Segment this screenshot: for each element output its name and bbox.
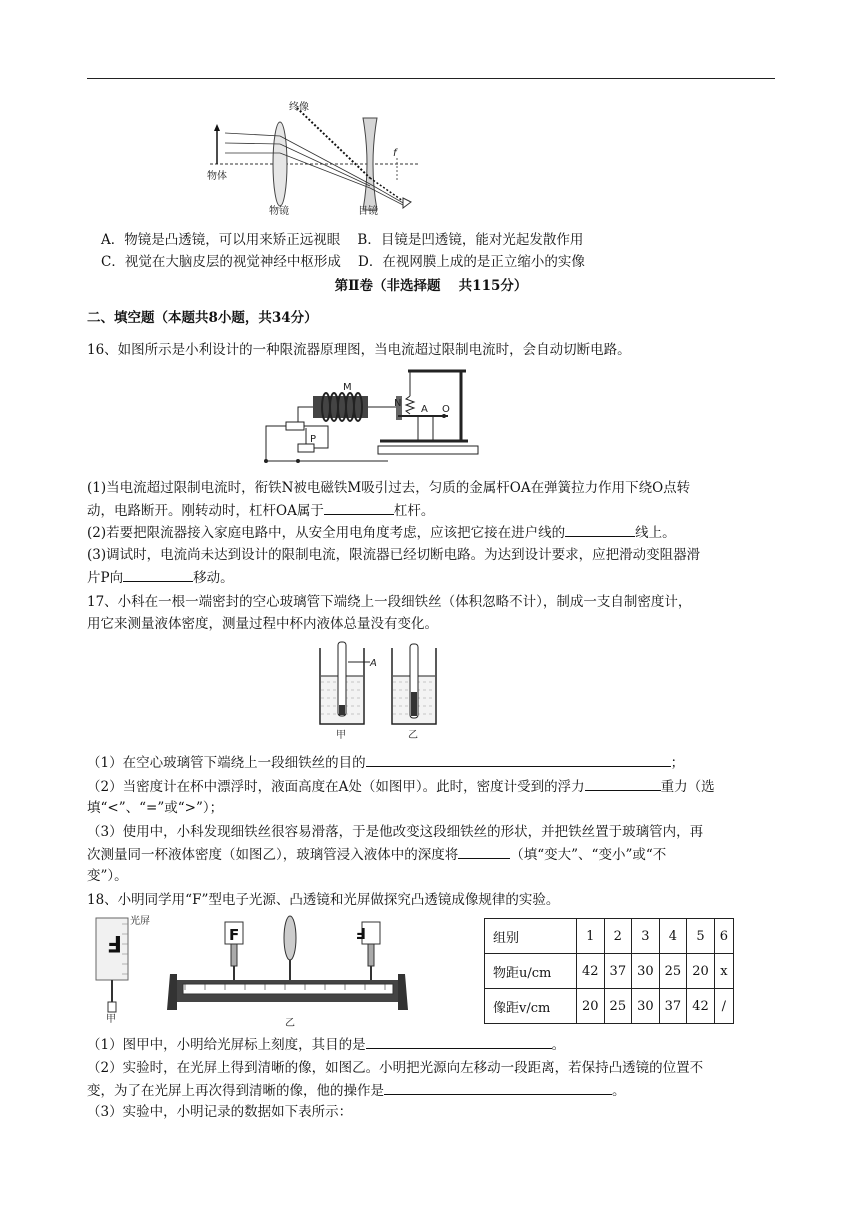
q17-p2-tail: 重力（选 [660, 779, 715, 795]
screen-f: F [355, 924, 366, 942]
q16-p2-tail: 线上。 [635, 525, 676, 541]
q16-stem: 16、如图所示是小利设计的一种限流器原理图，当电流超过限制电流时，会自动切断电路。 [87, 342, 631, 358]
table-cell: 物距u/cm [485, 954, 577, 989]
table-cell: 30 [632, 954, 660, 989]
q16-p3-tail: 移动。 [193, 570, 234, 586]
q16-p3-line2 [87, 567, 234, 588]
q16-p3-text: 片P向 [87, 570, 124, 586]
q18-p1-tail: 。 [551, 1037, 566, 1053]
table-cell: 37 [604, 954, 632, 989]
answer-blank-purpose[interactable] [366, 752, 671, 767]
label-eyepiece: 目镜 [358, 206, 378, 217]
q18-p2-line1: （2）实验时，在光屏上得到清晰的像，如图乙。小明把光源向左移动一段距离，若保持凸透镜的位置不 [87, 1060, 704, 1076]
answer-blank-scale-purpose[interactable] [366, 1034, 552, 1049]
q16-p2 [87, 522, 676, 543]
answer-blank-depth[interactable] [458, 844, 510, 859]
table-cell: 25 [604, 989, 632, 1024]
q16-p1-line2 [87, 500, 434, 521]
answer-blank-wire[interactable] [565, 522, 635, 537]
table-cell: 像距v/cm [485, 989, 577, 1024]
label-final-image: 终像 [289, 102, 309, 113]
source-f: F [229, 926, 240, 944]
table-cell: 25 [659, 954, 687, 989]
label-objective: 物镜 [269, 206, 289, 217]
table-cell: 4 [659, 919, 687, 954]
q18-p2-text: 变，为了在光屏上再次得到清晰的像，他的操作是 [87, 1083, 384, 1099]
label-level-a: A [370, 658, 377, 669]
q17-p2-line2: 填“<”、“=”或“>”）； [87, 800, 224, 816]
answer-blank-direction[interactable] [123, 567, 193, 582]
label-jia-18: 甲 [106, 1014, 116, 1025]
q18-p2-tail: 。 [612, 1083, 626, 1099]
table-cell: 42 [577, 954, 605, 989]
label-yi-18: 乙 [285, 1018, 295, 1029]
table-cell: 42 [687, 989, 715, 1024]
q16-p1-text: 动，电路断开。刚转动时，杠杆OA属于 [87, 503, 324, 519]
data-table [484, 918, 734, 1024]
table-row [485, 954, 734, 989]
q17-p3-line2 [87, 844, 666, 865]
q15-option-c: C．视觉在大脑皮层的视觉神经中枢形成 [101, 254, 341, 270]
q18-p1-text: （1）图甲中，小明给光屏标上刻度，其目的是 [87, 1037, 366, 1053]
q16-p3-line1: (3)调试时，电流尚未达到设计的限制电流，限流器已经切断电路。为达到设计要求，应把滑动变阻器滑 [87, 547, 701, 563]
label-jia: 甲 [336, 730, 346, 741]
label-m: M [343, 382, 352, 393]
table-row [485, 919, 734, 954]
table-cell: 2 [604, 919, 632, 954]
table-cell: 37 [659, 989, 687, 1024]
screen-figure [92, 914, 150, 1025]
label-o: O [442, 404, 450, 415]
section-fill-header: 二、填空题（本题共8小题，共34分） [87, 310, 318, 326]
optical-bench-figure [165, 914, 415, 1032]
table-cell: 5 [687, 919, 715, 954]
q17-p2 [87, 776, 715, 797]
label-f: f [393, 148, 397, 159]
q15-options-row1 [101, 230, 583, 250]
q17-p3-text: 次测量同一杯液体密度（如图乙），玻璃管浸入液体中的深度将 [87, 847, 459, 863]
q17-p1-text: （1）在空心玻璃管下端绕上一段细铁丝的目的 [87, 755, 366, 771]
q15-option-a: A．物镜是凸透镜，可以用来矫正远视眼 [101, 232, 341, 248]
answer-blank-buoyancy[interactable] [585, 776, 661, 791]
section2-header: 第Ⅱ卷（非选择题 共115分） [334, 278, 528, 294]
header-rule [87, 78, 775, 79]
q17-p1-tail: ； [670, 755, 685, 771]
q17-p1 [87, 752, 684, 773]
table-cell: 组别 [485, 919, 577, 954]
table-cell: 3 [632, 919, 660, 954]
table-cell: 20 [577, 989, 605, 1024]
table-cell: 6 [714, 919, 733, 954]
q18-stem: 18、小明同学用“F”型电子光源、凸透镜和光屏做探究凸透镜成像规律的实验。 [87, 892, 560, 908]
q15-option-d: D．在视网膜上成的是正立缩小的实像 [358, 254, 585, 270]
q17-stem-line2: 用它来测量液体密度，测量过程中杯内液体总量没有变化。 [87, 616, 438, 632]
label-yi: 乙 [408, 730, 418, 741]
q18-p1 [87, 1034, 565, 1055]
table-cell: / [714, 989, 733, 1024]
label-screen: 光屏 [130, 916, 150, 927]
label-n: N [394, 398, 402, 409]
table-row [485, 989, 734, 1024]
q16-p1-tail: 杠杆。 [393, 503, 435, 519]
table-cell: x [714, 954, 733, 989]
label-object: 物体 [207, 171, 227, 182]
hydrometer-figure [312, 640, 447, 740]
answer-blank-operation[interactable] [384, 1080, 612, 1095]
q17-p3-line3: 变”）。 [87, 868, 128, 884]
microscope-figure [205, 98, 435, 218]
q15-options-row2 [101, 252, 585, 272]
current-limiter-figure [258, 366, 483, 466]
label-a: A [421, 404, 428, 415]
q17-stem-line1: 17、小科在一根一端密封的空心玻璃管下端绕上一段细铁丝（体积忽略不计），制成一支自制密度计， [87, 594, 692, 610]
table-cell: 20 [687, 954, 715, 989]
table-cell: 1 [577, 919, 605, 954]
q17-p3-tail: （填“变大”、“变小”或“不 [510, 847, 667, 863]
q18-p2-line2 [87, 1080, 626, 1101]
screen-image-f: F [106, 930, 122, 955]
table-cell: 30 [632, 989, 660, 1024]
q16-p2-text: (2)若要把限流器接入家庭电路中，从安全用电角度考虑，应该把它接在进户线的 [87, 525, 566, 541]
q15-option-b: B．目镜是凹透镜，能对光起发散作用 [357, 232, 584, 248]
q18-p3: （3）实验中，小明记录的数据如下表所示： [87, 1104, 353, 1120]
q16-p1-line1: (1)当电流超过限制电流时，衔铁N被电磁铁M吸引过去，匀质的金属杆OA在弹簧拉力作用下绕O点转 [87, 480, 691, 496]
answer-blank-lever-type[interactable] [324, 500, 394, 515]
q17-p3-line1: （3）使用中，小科发现细铁丝很容易滑落，于是他改变这段细铁丝的形状，并把铁丝置于玻璃管内，再 [87, 824, 704, 840]
q17-p2-text: （2）当密度计在杯中漂浮时，液面高度在A处（如图甲）。此时，密度计受到的浮力 [87, 779, 585, 795]
label-p: P [310, 434, 317, 445]
